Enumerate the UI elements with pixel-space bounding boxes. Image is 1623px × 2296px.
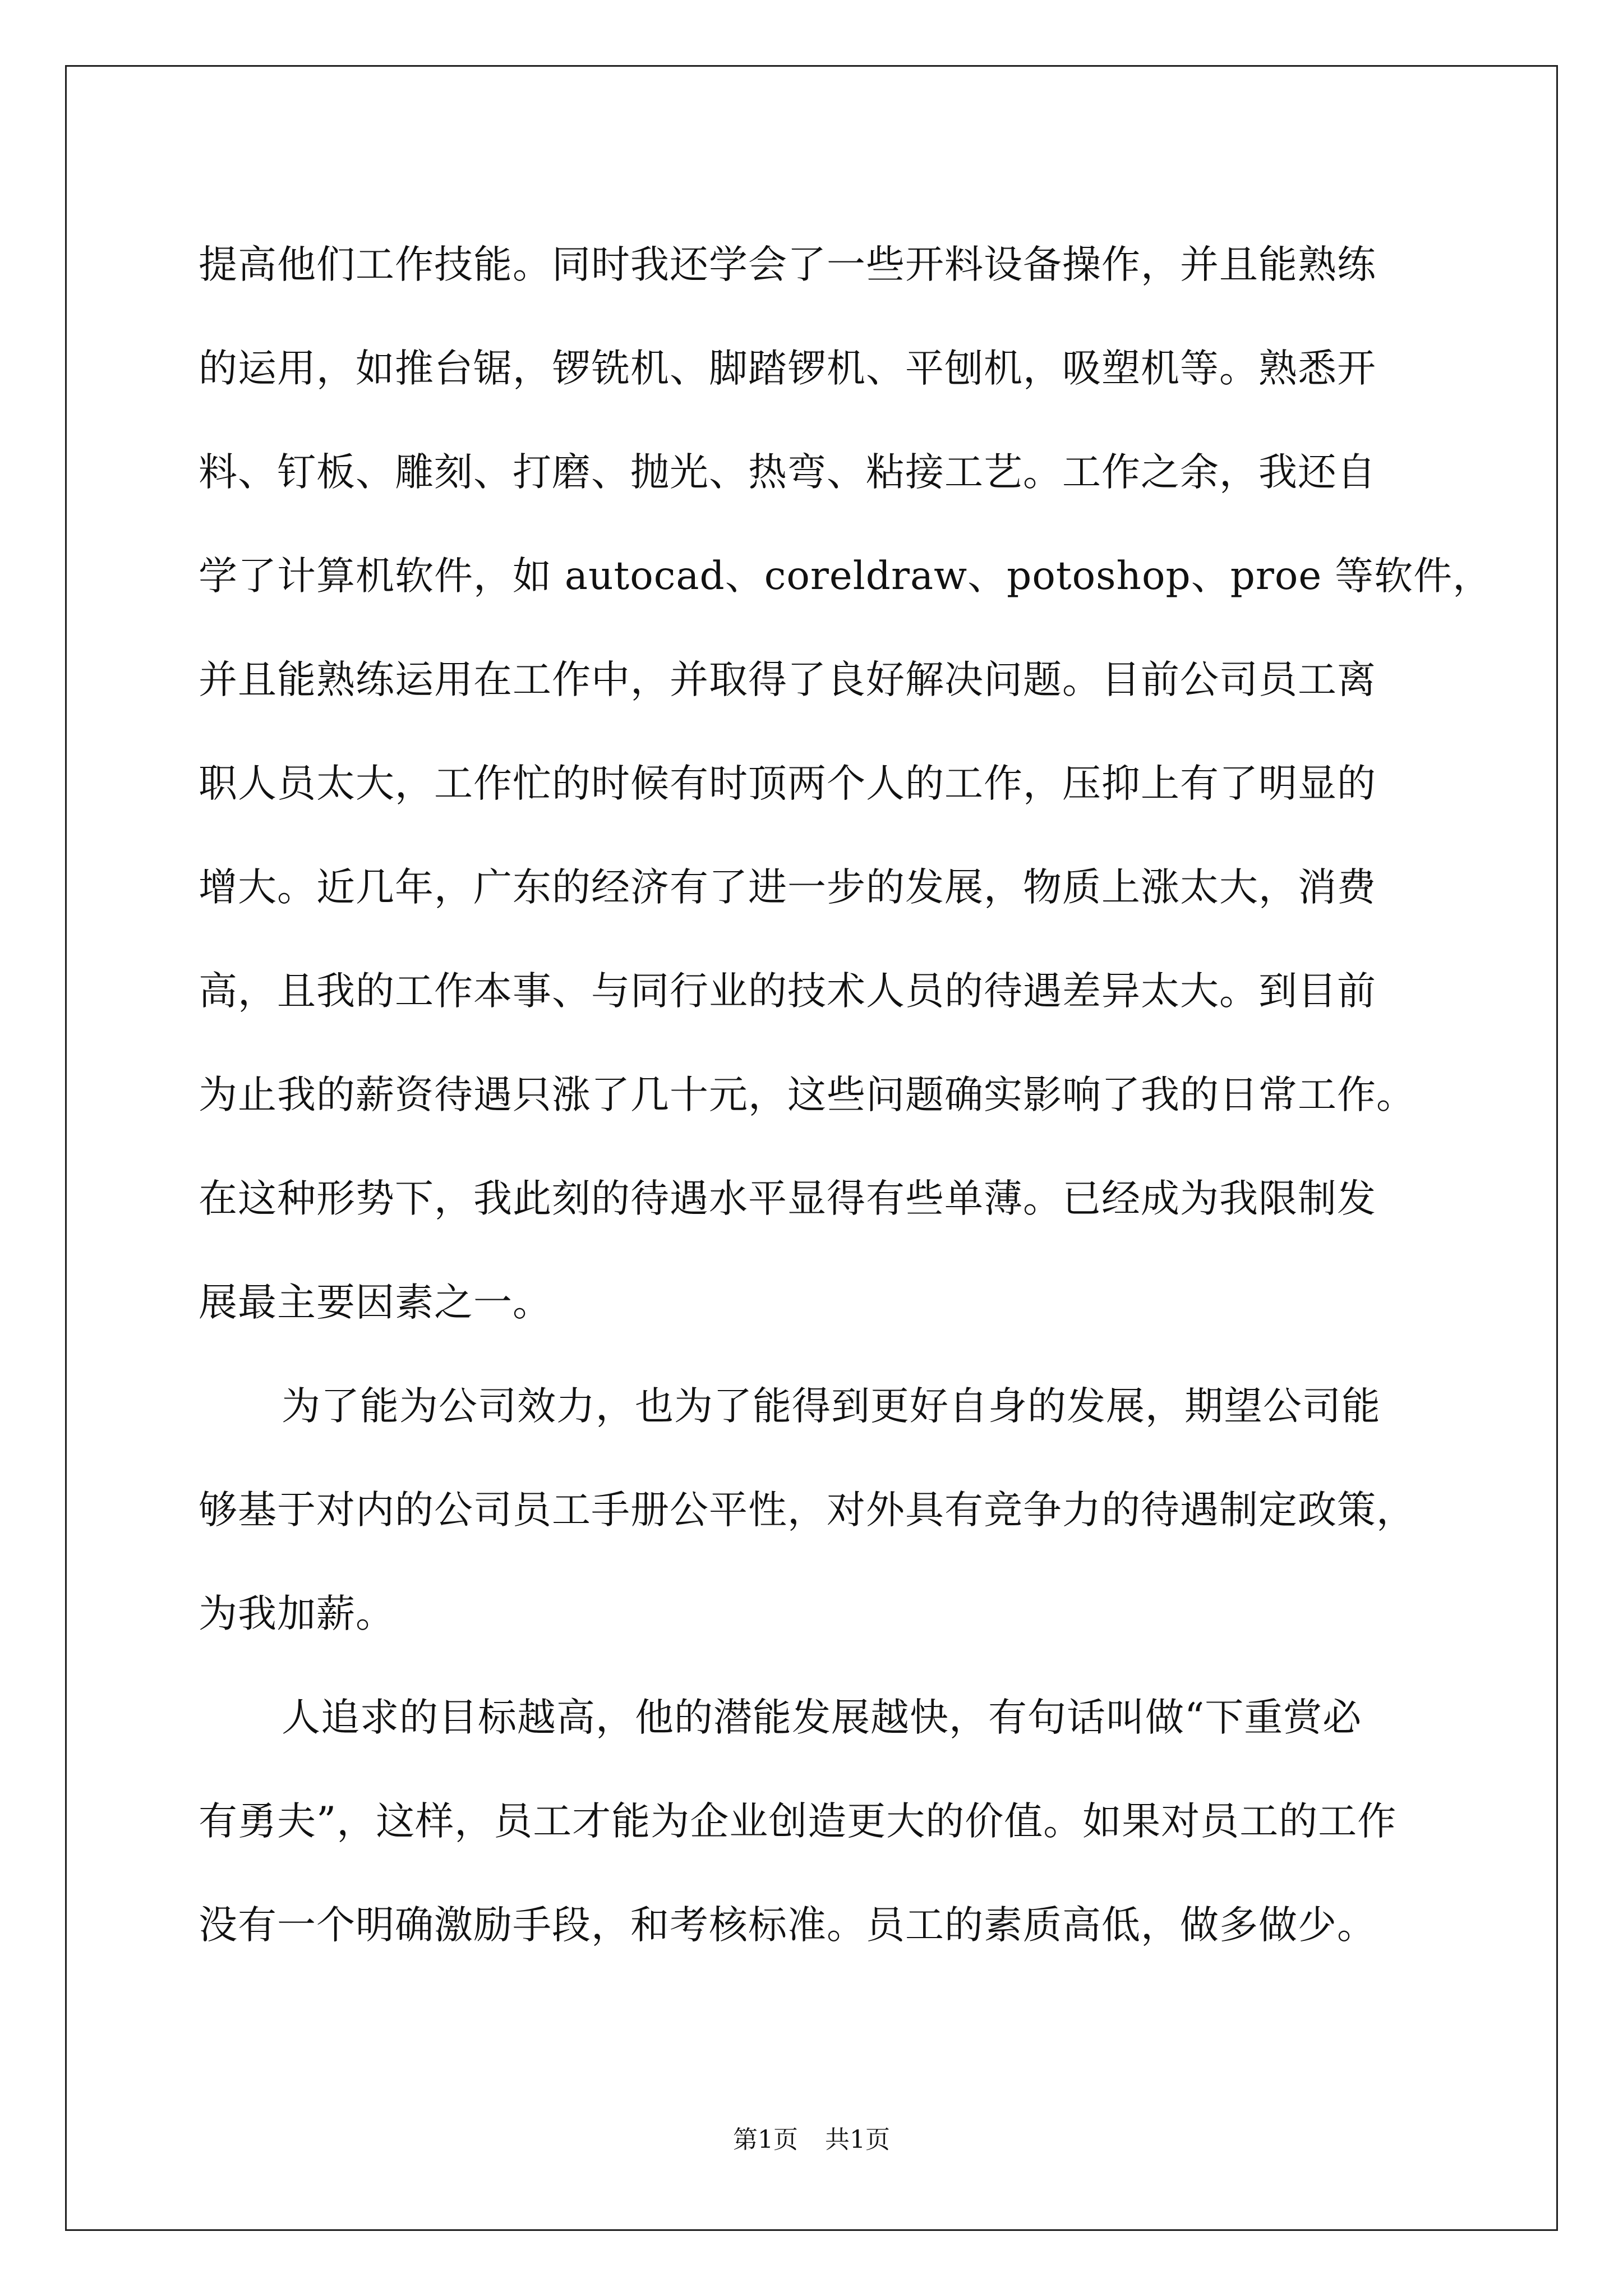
text-line: 高，且我的工作本事、与同行业的技术人员的待遇差异太大。到目前 <box>199 969 1376 1014</box>
text-line: 料、钉板、雕刻、打磨、抛光、热弯、粘接工艺。工作之余，我还自 <box>199 450 1376 495</box>
text-line: 提高他们工作技能。同时我还学会了一些开料设备操作，并且能熟练 <box>199 242 1376 287</box>
text-line: 够基于对内的公司员工手册公平性，对外具有竞争力的待遇制定政策， <box>199 1488 1415 1533</box>
page-footer <box>0 2123 1623 2157</box>
text-line: 为止我的薪资待遇只涨了几十元，这些问题确实影响了我的日常工作。 <box>199 1073 1415 1117</box>
text-line: 没有一个明确激励手段，和考核标准。员工的素质高低，做多做少。 <box>199 1903 1376 1948</box>
paragraph-start-line: 人追求的目标越高，他的潜能发展越快，有句话叫做“下重赏必 <box>282 1695 1362 1740</box>
text-line: 在这种形势下，我此刻的待遇水平显得有些单薄。已经成为我限制发 <box>199 1176 1376 1221</box>
text-line: 增大。近几年，广东的经济有了进一步的发展，物质上涨太大，消费 <box>199 865 1376 910</box>
text-line: 并且能熟练运用在工作中，并取得了良好解决问题。目前公司员工离 <box>199 657 1376 702</box>
document-body <box>199 213 1492 1977</box>
text-line: 为我加薪。 <box>199 1591 395 1636</box>
text-line: 有勇夫”，这样，员工才能为企业创造更大的价值。如果对员工的工作 <box>199 1799 1397 1844</box>
paragraph-start-line: 为了能为公司效力，也为了能得到更好自身的发展，期望公司能 <box>282 1384 1381 1429</box>
page-number: 第1页 <box>733 2125 798 2154</box>
text-line: 学了计算机软件，如 autocad、coreldraw、potoshop、proe 等软件， <box>199 554 1492 599</box>
text-line: 展最主要因素之一。 <box>199 1280 552 1325</box>
page-count: 共1页 <box>825 2125 890 2154</box>
text-line: 的运用，如推台锯，锣铣机、脚踏锣机、平刨机，吸塑机等。熟悉开 <box>199 346 1376 391</box>
text-line: 职人员太大，工作忙的时候有时顶两个人的工作，压抑上有了明显的 <box>199 761 1376 806</box>
